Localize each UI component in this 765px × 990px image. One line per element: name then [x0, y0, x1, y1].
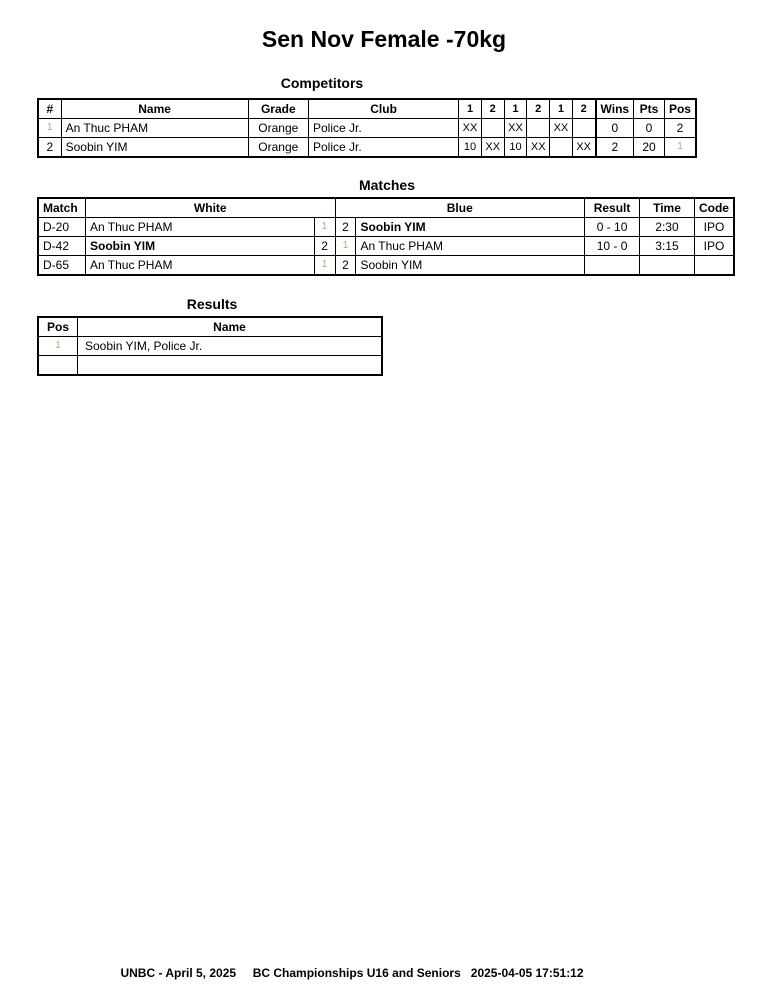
matches-heading: Matches	[358, 177, 416, 193]
match-code	[694, 256, 734, 276]
score-cell: 10	[504, 138, 527, 158]
competitor-grade: Orange	[248, 119, 308, 138]
white-competitor: An Thuc PHAM	[85, 256, 314, 276]
col-num: #	[38, 99, 61, 119]
match-id: D-20	[38, 218, 85, 237]
score-cell: XX	[504, 119, 527, 138]
page-footer	[0, 966, 704, 980]
score-cell	[572, 119, 595, 138]
col-match: Match	[38, 198, 85, 218]
competitor-wins: 0	[596, 119, 634, 138]
footer-timestamp: 2025-04-05 17:51:12	[470, 966, 584, 980]
matches-table	[37, 197, 735, 276]
result-pos	[38, 356, 78, 376]
col-score: 2	[527, 99, 550, 119]
col-code: Code	[694, 198, 734, 218]
blue-competitor: Soobin YIM	[356, 218, 585, 237]
score-cell: XX	[527, 138, 550, 158]
match-time: 3:15	[640, 237, 695, 256]
score-cell: XX	[572, 138, 595, 158]
match-result	[585, 256, 640, 276]
col-blue: Blue	[335, 198, 585, 218]
competitor-num: 1	[38, 119, 61, 138]
competitor-name: An Thuc PHAM	[61, 119, 248, 138]
result-name	[78, 356, 383, 376]
competitors-table	[37, 98, 697, 158]
table-row	[38, 218, 734, 237]
result-pos: 1	[38, 337, 78, 356]
blue-num: 2	[335, 256, 356, 276]
score-cell: XX	[459, 119, 482, 138]
col-score: 2	[572, 99, 595, 119]
match-code: IPO	[694, 218, 734, 237]
col-white: White	[85, 198, 335, 218]
col-time: Time	[640, 198, 695, 218]
competitor-wins: 2	[596, 138, 634, 158]
white-num: 1	[314, 218, 335, 237]
page-title: Sen Nov Female -70kg	[261, 26, 507, 52]
col-name: Name	[78, 317, 383, 337]
table-row	[38, 138, 696, 158]
results-table	[37, 316, 383, 376]
blue-competitor: Soobin YIM	[356, 256, 585, 276]
table-row	[38, 356, 382, 376]
footer-event: UNBC - April 5, 2025	[120, 966, 237, 980]
table-row	[38, 337, 382, 356]
white-num: 1	[314, 256, 335, 276]
score-cell: 10	[459, 138, 482, 158]
competitor-club: Police Jr.	[309, 138, 459, 158]
col-score: 2	[481, 99, 504, 119]
score-cell	[481, 119, 504, 138]
white-competitor: Soobin YIM	[85, 237, 314, 256]
match-result: 10 - 0	[585, 237, 640, 256]
competitor-club: Police Jr.	[309, 119, 459, 138]
col-score: 1	[550, 99, 573, 119]
score-cell: XX	[550, 119, 573, 138]
white-competitor: An Thuc PHAM	[85, 218, 314, 237]
match-time	[640, 256, 695, 276]
table-row	[38, 237, 734, 256]
col-name: Name	[61, 99, 248, 119]
col-score: 1	[459, 99, 482, 119]
col-club: Club	[309, 99, 459, 119]
col-result: Result	[585, 198, 640, 218]
competitors-heading: Competitors	[280, 75, 364, 91]
score-cell	[550, 138, 573, 158]
competitor-pts: 20	[634, 138, 665, 158]
col-pos: Pos	[664, 99, 696, 119]
col-grade: Grade	[248, 99, 308, 119]
blue-competitor: An Thuc PHAM	[356, 237, 585, 256]
match-id: D-42	[38, 237, 85, 256]
results-heading: Results	[186, 296, 238, 312]
score-cell: XX	[481, 138, 504, 158]
white-num: 2	[314, 237, 335, 256]
footer-championship: BC Championships U16 and Seniors	[252, 966, 461, 980]
col-wins: Wins	[596, 99, 634, 119]
match-code: IPO	[694, 237, 734, 256]
competitor-pos: 1	[664, 138, 696, 158]
competitor-name: Soobin YIM	[61, 138, 248, 158]
competitor-grade: Orange	[248, 138, 308, 158]
col-score: 1	[504, 99, 527, 119]
blue-num: 1	[335, 237, 356, 256]
competitor-pos: 2	[664, 119, 696, 138]
match-time: 2:30	[640, 218, 695, 237]
table-row	[38, 256, 734, 276]
score-cell	[527, 119, 550, 138]
match-id: D-65	[38, 256, 85, 276]
match-result: 0 - 10	[585, 218, 640, 237]
blue-num: 2	[335, 218, 356, 237]
col-pos: Pos	[38, 317, 78, 337]
competitor-pts: 0	[634, 119, 665, 138]
competitor-num: 2	[38, 138, 61, 158]
table-row	[38, 119, 696, 138]
result-name: Soobin YIM, Police Jr.	[78, 337, 383, 356]
col-pts: Pts	[634, 99, 665, 119]
